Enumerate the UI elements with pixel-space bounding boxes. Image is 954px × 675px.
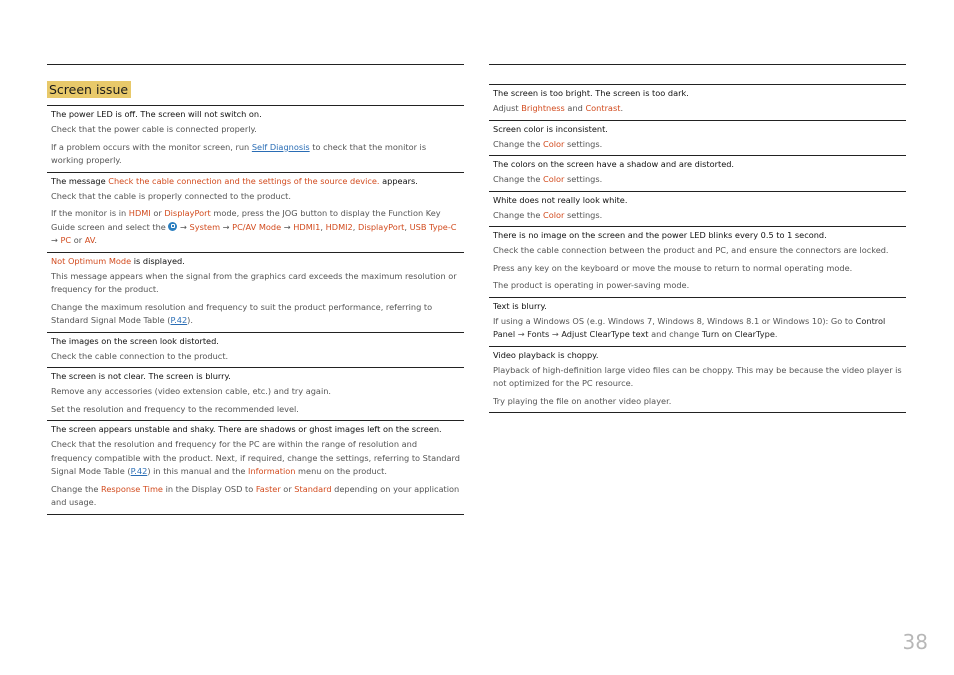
text-run: Change the	[51, 483, 101, 494]
text-run: Change the maximum resolution and frequency to suit the product performance, referring to Standard Signal Mode Table (	[51, 301, 433, 325]
text-run: ) in this manual and the	[147, 466, 249, 476]
issue-heading: There is no image on the screen and the power LED blinks every 0.5 to 1 second.	[493, 230, 827, 240]
color-term: Color	[543, 174, 565, 184]
text-run: mode, press the JOG button to display the Function Key Guide screen and select the	[51, 208, 441, 232]
response-time-term: Response Time	[101, 483, 163, 494]
text-run: Adjust	[493, 103, 522, 113]
contrast-term: Contrast	[585, 103, 621, 113]
issue-block-blurry	[47, 367, 464, 416]
issue-text	[489, 315, 906, 342]
text-run: appears.	[379, 175, 418, 186]
message-text: Not Optimum Mode	[51, 255, 132, 266]
text-run: ,	[352, 221, 358, 232]
issue-text: Check the cable connection to the product.	[51, 350, 229, 361]
issue-block-video-choppy	[489, 346, 906, 414]
issue-heading: Text is blurry.	[493, 300, 547, 311]
issue-heading: The screen appears unstable and shaky. There are shadows or ghost images left on the screen.	[51, 424, 442, 434]
text-run: or	[280, 483, 295, 494]
color-term: Color	[543, 209, 565, 220]
usb-type-c-term: USB Type-C	[409, 221, 457, 232]
issue-block-brightness	[489, 84, 906, 116]
text-run: →	[281, 221, 294, 232]
information-term: Information	[248, 466, 296, 476]
issue-heading	[47, 175, 464, 188]
right-column	[489, 64, 906, 413]
text-run: settings.	[564, 138, 603, 149]
issue-block-cable-message	[47, 172, 464, 248]
displayport-term: DisplayPort	[357, 221, 405, 232]
issue-block-text-blurry	[489, 297, 906, 342]
text-run: to check that the monitor is working properly.	[51, 141, 427, 165]
text-run: If using a Windows OS (e.g. Windows 7, Windows 8, Windows 8.1 or Windows 10): Go to	[493, 315, 856, 326]
issue-heading: Screen color is inconsistent.	[493, 123, 608, 134]
text-run: or	[71, 235, 85, 245]
text-run: The message	[51, 175, 109, 186]
issue-block-unstable	[47, 420, 464, 515]
text-run: ,	[320, 221, 326, 232]
issue-text	[489, 138, 906, 152]
hdmi-term: HDMI	[128, 208, 151, 218]
issue-block-color-shadow	[489, 155, 906, 187]
cleartype-text-term: Adjust ClearType text	[561, 329, 649, 339]
brightness-term: Brightness	[521, 103, 565, 113]
text-run: →	[51, 235, 61, 245]
pc-av-mode-term: PC/AV Mode	[232, 221, 282, 232]
text-run: →	[220, 221, 233, 232]
text-run: Check that the resolution and frequency for the PC are within the range of resolution and frequency compatible with the product. Next, if required, change the settings, referring to Standard Signal Mode Table (	[51, 439, 460, 476]
text-run: Change the	[493, 209, 543, 220]
issue-heading: The screen is too bright. The screen is too dark.	[493, 88, 689, 98]
source-key-icon	[168, 222, 177, 231]
text-run: →	[177, 221, 190, 232]
issue-text	[47, 141, 464, 168]
issue-text: Check that the power cable is connected properly.	[51, 124, 257, 134]
page-42-link[interactable]: P.42	[170, 315, 188, 325]
issue-text	[489, 102, 906, 116]
issue-heading: White does not really look white.	[493, 194, 628, 205]
issue-text: Set the resolution and frequency to the recommended level.	[51, 403, 299, 414]
faster-term: Faster	[255, 483, 281, 494]
issue-block-no-image	[489, 226, 906, 293]
page-number: 38	[902, 630, 928, 654]
text-run: and change	[648, 329, 702, 339]
text-run: .	[774, 329, 778, 339]
text-run: and	[564, 103, 586, 113]
issue-heading: The screen is not clear. The screen is blurry.	[51, 371, 231, 381]
issue-block-color-inconsistent	[489, 120, 906, 152]
hdmi2-term: HDMI2	[325, 221, 353, 232]
spacer	[489, 65, 906, 84]
issue-text: Remove any accessories (video extension cable, etc.) and try again.	[51, 386, 332, 396]
hdmi1-term: HDMI1	[293, 221, 321, 232]
text-run: .	[620, 103, 624, 113]
issue-heading: Video playback is choppy.	[493, 349, 599, 360]
text-run: in the Display OSD to	[162, 483, 256, 494]
issue-text	[47, 301, 464, 328]
issue-text: This message appears when the signal from the graphics card exceeds the maximum resolution or frequency for the product.	[51, 270, 457, 294]
issue-heading	[47, 255, 464, 268]
page-42-link[interactable]: P.42	[130, 466, 148, 476]
issue-block-white	[489, 191, 906, 223]
text-run: If the monitor is in	[51, 208, 129, 218]
issue-text	[489, 209, 906, 223]
text-run: settings.	[564, 209, 603, 220]
text-run: →	[515, 329, 528, 339]
issue-text: Playback of high-definition large video files can be choppy. This may be because the video player is not optimized for the PC resource.	[493, 364, 902, 388]
issue-block-distorted	[47, 332, 464, 364]
text-run: depending on your application and usage.	[51, 483, 460, 507]
pc-term: PC	[60, 235, 72, 245]
text-run: or	[150, 208, 165, 218]
text-run: settings.	[564, 174, 603, 184]
text-run: menu on the product.	[295, 466, 387, 476]
text-run: Change the	[493, 138, 543, 149]
text-run: Change the	[493, 174, 543, 184]
color-term: Color	[543, 138, 565, 149]
text-run: If a problem occurs with the monitor screen, run	[51, 141, 252, 152]
text-run: ).	[187, 315, 193, 325]
issue-block-not-optimum	[47, 252, 464, 328]
left-column	[47, 64, 464, 515]
fonts-term: Fonts	[527, 329, 550, 339]
turn-on-cleartype-term: Turn on ClearType	[701, 329, 775, 339]
issue-text	[47, 438, 464, 479]
self-diagnosis-link[interactable]: Self Diagnosis	[251, 141, 310, 152]
displayport-term: DisplayPort	[164, 208, 211, 218]
issue-heading: The images on the screen look distorted.	[51, 335, 219, 346]
standard-term: Standard	[294, 483, 332, 494]
issue-heading: The colors on the screen have a shadow and are distorted.	[493, 159, 735, 169]
text-run: →	[549, 329, 562, 339]
message-text: Check the cable connection and the settings of the source device.	[108, 175, 380, 186]
issue-text: Check the cable connection between the product and PC, and ensure the connectors are locked.	[493, 245, 889, 255]
issue-text	[489, 173, 906, 187]
issue-text: The product is operating in power-saving mode.	[493, 280, 690, 290]
issue-text: Try playing the file on another video player.	[493, 395, 672, 406]
issue-text	[47, 483, 464, 510]
section-title: Screen issue	[47, 81, 131, 98]
text-run: .	[94, 235, 97, 245]
system-term: System	[189, 221, 221, 232]
issue-text	[47, 207, 464, 248]
issue-block-power-led	[47, 105, 464, 168]
issue-text: Press any key on the keyboard or move the mouse to return to normal operating mode.	[493, 262, 853, 273]
text-run: is displayed.	[131, 255, 185, 266]
av-term: AV	[84, 235, 95, 245]
control-panel-term: Control Panel	[493, 315, 886, 339]
text-run: ,	[404, 221, 410, 232]
issue-heading: The power LED is off. The screen will not switch on.	[51, 109, 262, 119]
issue-text: Check that the cable is properly connected to the product.	[51, 190, 291, 201]
